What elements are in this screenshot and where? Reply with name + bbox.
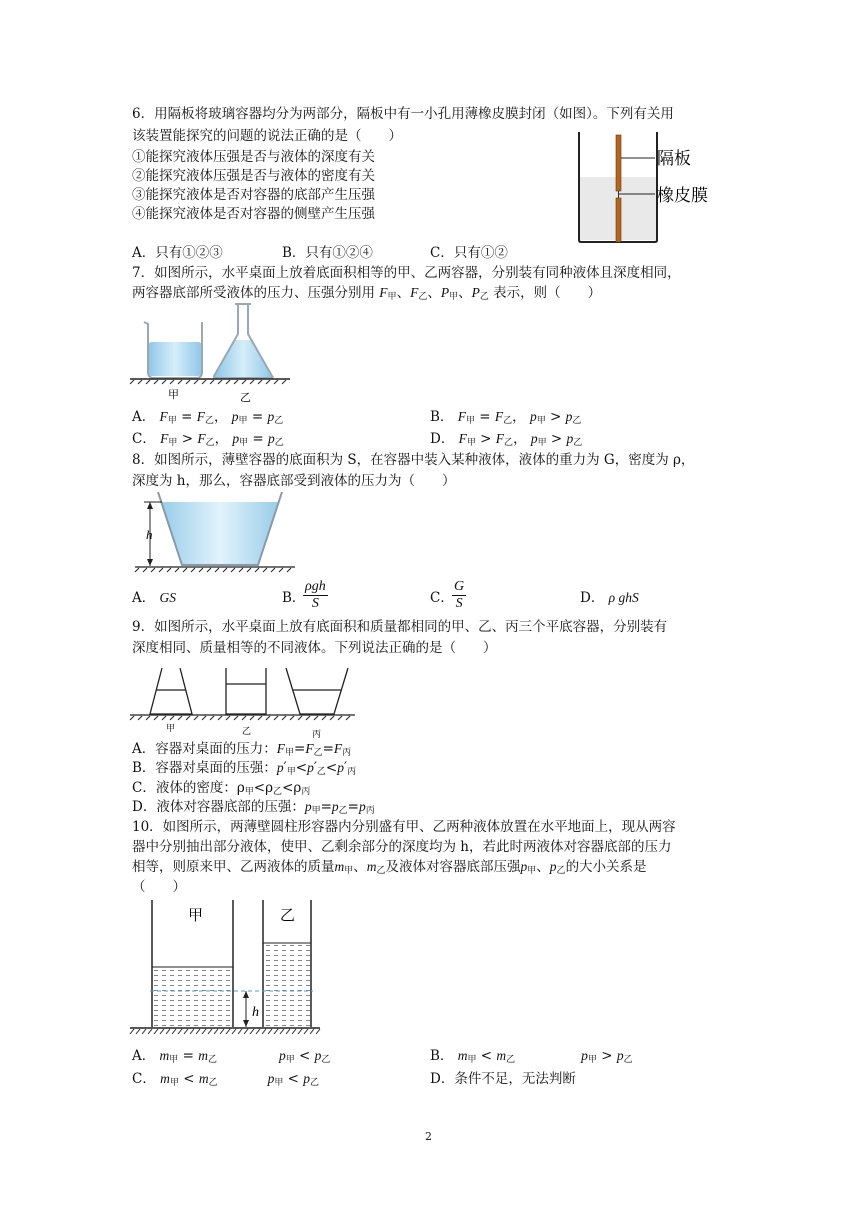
- q7-option-c: C． $F_甲 > F_乙$， $p_甲 = p_乙$: [132, 431, 284, 448]
- q6-option-b: B．只有①②④: [282, 245, 373, 261]
- q6-option-a: A．只有①②③: [132, 245, 223, 261]
- q9-figure: [130, 656, 355, 740]
- q6-line2: 该装置能探究的问题的说法正确的是（ ）: [132, 128, 402, 144]
- q8-figure: [130, 488, 300, 578]
- q9-option-c: C．液体的密度：$\rho_甲<\rho_乙<\rho_丙$: [132, 780, 311, 797]
- q7-figure: [130, 300, 295, 405]
- q9-option-d: D．液体对容器底部的压强：$p_甲=p_乙=p_丙$: [132, 799, 375, 816]
- q6-label-partition: 隔板: [657, 149, 691, 169]
- q8-option-c-label: C．: [430, 590, 454, 606]
- q9-label-bing: 丙: [312, 730, 322, 740]
- q10-line2: 器中分别抽出部分液体，使甲、乙剩余部分的深度均为 h，若此时两液体对容器底部的压力: [132, 839, 672, 855]
- q10-figure: [130, 898, 320, 1043]
- q8-label-h: h: [146, 527, 153, 542]
- q10-line4: （ ）: [132, 879, 186, 895]
- q8-option-b-label: B．: [282, 590, 306, 606]
- q10-option-b: B． $m_甲 < m_乙$ $p_甲 > p_乙$: [430, 1048, 633, 1065]
- q9-line2: 深度相同、质量相等的不同液体。下列说法正确的是（ ）: [132, 640, 497, 656]
- q8-line1: 8．如图所示，薄壁容器的底面积为 S，在容器中装入某种液体，液体的重力为 G，密度为 ρ，: [132, 452, 695, 468]
- q6-item3: ③能探究液体是否对容器的底部产生压强: [132, 187, 375, 203]
- q7-label-yi: 乙: [240, 391, 251, 404]
- q8-option-c-fraction: $\frac{G}{S}$: [454, 579, 465, 611]
- q7-label-jia: 甲: [168, 388, 179, 401]
- q6-item2: ②能探究液体压强是否与液体的密度有关: [132, 168, 375, 184]
- q10-line1: 10．如图所示，两薄壁圆柱形容器内分别盛有甲、乙两种液体放置在水平地面上，现从两容: [132, 819, 676, 835]
- q7-option-d: D． $F_甲 > F_乙$， $p_甲 > p_乙$: [430, 431, 583, 448]
- q7-option-b: B． $F_甲 = F_乙$， $p_甲 > p_乙$: [430, 409, 582, 426]
- page-number: 2: [425, 1130, 432, 1143]
- q8-option-b-fraction: ρgh S: [305, 579, 326, 611]
- q8-line2: 深度为 h，那么，容器底部受到液体的压力为（ ）: [132, 473, 456, 489]
- q10-option-d: D．条件不足，无法判断: [430, 1071, 576, 1087]
- q7-line2: 两容器底部所受液体的压力、压强分别用 $F_甲$、$F_乙$、$P_甲$、$P_乙$ 表示，则（ ）: [132, 285, 602, 302]
- q9-label-yi: 乙: [242, 727, 252, 737]
- q6-label-membrane: 橡皮膜: [657, 186, 708, 206]
- q9-option-a: A．容器对桌面的压力：$F_甲=F_乙=F_丙$: [132, 741, 352, 758]
- q8-option-a: A． GS: [132, 590, 177, 606]
- q7-line1: 7．如图所示，水平桌面上放着底面积相等的甲、乙两容器，分别装有同种液体且深度相同，: [132, 265, 681, 281]
- q6-figure: [575, 130, 715, 245]
- q10-option-c: C． $m_甲 < m_乙$ $p_甲 < p_乙$: [132, 1071, 320, 1088]
- q6-option-c: C．只有①②: [430, 245, 508, 261]
- q6-item1: ①能探究液体压强是否与液体的深度有关: [132, 149, 375, 165]
- q10-label-h: h: [252, 1005, 259, 1020]
- q7-option-a: A． $F_甲 = F_乙$， $p_甲 = p_乙$: [132, 409, 284, 426]
- q10-label-yi: 乙: [280, 906, 296, 924]
- q10-line3: 相等，则原来甲、乙两液体的质量$m_甲$、$m_乙$及液体对容器底部压强$p_甲$、$p_乙$的大小关系是: [132, 859, 647, 876]
- q10-option-a: A． $m_甲 = m_乙$ $p_甲 < p_乙$: [132, 1048, 331, 1065]
- q6-item4: ④能探究液体是否对容器的侧壁产生压强: [132, 206, 375, 222]
- q9-line1: 9．如图所示，水平桌面上放有底面积和质量都相同的甲、乙、丙三个平底容器，分别装有: [132, 619, 668, 635]
- q6-line1: 6．用隔板将玻璃容器均分为两部分，隔板中有一小孔用薄橡皮膜封闭（如图）。下列有关用: [132, 106, 674, 122]
- q9-option-b: B．容器对桌面的压强：$p'_甲<p'_乙<p'_丙$: [132, 760, 357, 777]
- q9-label-jia: 甲: [166, 724, 176, 734]
- q10-label-jia: 甲: [188, 906, 204, 924]
- q8-option-d: D． ρ ghS: [580, 590, 639, 606]
